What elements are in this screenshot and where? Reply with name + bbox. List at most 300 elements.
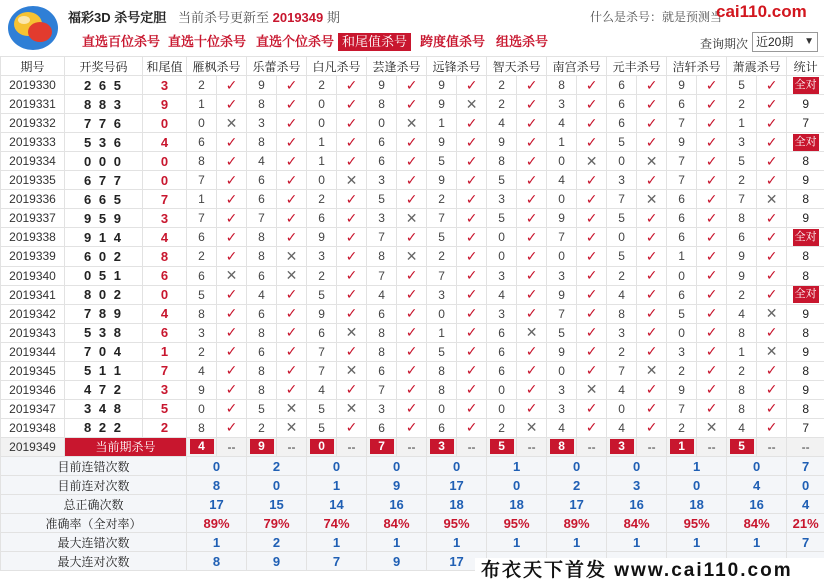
sum-tail-cell: 3 xyxy=(143,209,187,228)
kill-number-cell: 0 xyxy=(427,399,457,418)
check-icon: ✓ xyxy=(277,323,307,342)
cross-icon: ✕ xyxy=(217,266,247,285)
check-icon: ✓ xyxy=(637,76,667,95)
check-icon: ✓ xyxy=(457,304,487,323)
draw-code-cell: 8 8 3 xyxy=(65,95,143,114)
kill-number-cell: 9 xyxy=(427,95,457,114)
check-icon: ✓ xyxy=(337,228,367,247)
check-icon: ✓ xyxy=(457,342,487,361)
kill-number-cell: 8 xyxy=(427,380,457,399)
stat-value: 17 xyxy=(427,552,487,571)
kill-number-cell: 5 xyxy=(427,152,457,171)
kill-number-cell: 9 xyxy=(547,342,577,361)
check-icon: ✓ xyxy=(457,266,487,285)
stat-value: 95% xyxy=(427,514,487,533)
check-icon: ✓ xyxy=(397,171,427,190)
dash-cell: -- xyxy=(577,437,607,456)
current-kill-number: 1 xyxy=(670,439,694,454)
kill-number-cell: 8 xyxy=(247,228,277,247)
stat-value: 4 xyxy=(727,476,787,495)
stat-value: 0 xyxy=(727,456,787,475)
check-icon: ✓ xyxy=(637,399,667,418)
kill-number-cell: 5 xyxy=(247,399,277,418)
tab-units-kill[interactable]: 直选个位杀号 xyxy=(256,34,335,49)
kill-number-cell: 9 xyxy=(487,133,517,152)
kill-number-cell: 8 xyxy=(367,95,397,114)
current-issue-row xyxy=(1,437,824,456)
table-row xyxy=(1,152,824,171)
kill-number-cell: 3 xyxy=(247,114,277,133)
check-icon: ✓ xyxy=(277,304,307,323)
stat-label: 总正确次数 xyxy=(1,495,187,514)
issue-cell: 2019348 xyxy=(1,418,65,437)
check-icon: ✓ xyxy=(337,285,367,304)
check-icon: ✓ xyxy=(757,247,787,266)
kill-number-cell: 3 xyxy=(607,323,637,342)
table-row xyxy=(1,342,824,361)
issue-cell: 2019336 xyxy=(1,190,65,209)
check-icon: ✓ xyxy=(697,399,727,418)
kill-number-cell: 0 xyxy=(547,152,577,171)
check-icon: ✓ xyxy=(697,190,727,209)
check-icon: ✓ xyxy=(397,190,427,209)
tab-tens-kill[interactable]: 直选十位杀号 xyxy=(168,34,247,49)
kill-number-cell: 8 xyxy=(187,418,217,437)
current-kill-number: 9 xyxy=(250,439,274,454)
kill-number-cell: 8 xyxy=(727,380,757,399)
draw-code-cell: 4 7 2 xyxy=(65,380,143,399)
column-header: 萧震杀号 xyxy=(727,57,787,76)
kill-number-cell: 4 xyxy=(727,304,757,323)
all-correct-badge: 全对 xyxy=(793,229,819,246)
kill-number-cell: 0 xyxy=(547,247,577,266)
stat-cell: 7 xyxy=(787,114,824,133)
stat-value: 89% xyxy=(547,514,607,533)
kill-number-cell: 5 xyxy=(487,171,517,190)
kill-number-cell: 4 xyxy=(607,380,637,399)
kill-number-cell: 9 xyxy=(367,76,397,95)
sum-tail-cell: 1 xyxy=(143,342,187,361)
check-icon: ✓ xyxy=(577,228,607,247)
issue-cell: 2019332 xyxy=(1,114,65,133)
check-icon: ✓ xyxy=(757,361,787,380)
issue-cell: 2019335 xyxy=(1,171,65,190)
kill-number-cell: 2 xyxy=(727,171,757,190)
check-icon: ✓ xyxy=(277,285,307,304)
tab-hundreds-kill[interactable]: 直选百位杀号 xyxy=(82,34,161,49)
kill-number-cell: 9 xyxy=(427,76,457,95)
column-header: 智天杀号 xyxy=(487,57,547,76)
stat-value: 79% xyxy=(247,514,307,533)
kill-number-cell: 3 xyxy=(427,285,457,304)
kill-number-cell: 6 xyxy=(247,304,277,323)
column-header: 和尾值 xyxy=(143,57,187,76)
stat-value: 95% xyxy=(487,514,547,533)
cross-icon: ✕ xyxy=(757,304,787,323)
kill-number-cell: 6 xyxy=(667,285,697,304)
sum-tail-cell: 6 xyxy=(143,323,187,342)
check-icon: ✓ xyxy=(577,342,607,361)
cross-icon: ✕ xyxy=(577,152,607,171)
column-header: 远锋杀号 xyxy=(427,57,487,76)
current-kill-cell xyxy=(487,437,517,456)
stat-value: 4 xyxy=(787,495,824,514)
check-icon: ✓ xyxy=(637,285,667,304)
brand-logo-text[interactable]: cai110.com xyxy=(716,2,807,21)
kill-number-cell: 7 xyxy=(547,228,577,247)
cross-icon: ✕ xyxy=(217,114,247,133)
kill-number-cell: 6 xyxy=(667,190,697,209)
kill-number-cell: 6 xyxy=(307,209,337,228)
kill-number-cell: 0 xyxy=(487,380,517,399)
check-icon: ✓ xyxy=(217,209,247,228)
stat-value: 18 xyxy=(667,495,727,514)
kill-number-cell: 8 xyxy=(727,399,757,418)
check-icon: ✓ xyxy=(337,266,367,285)
check-icon: ✓ xyxy=(277,190,307,209)
issue-cell: 2019343 xyxy=(1,323,65,342)
current-kill-number: 0 xyxy=(310,439,334,454)
kill-number-cell: 0 xyxy=(607,152,637,171)
draw-code-cell: 6 6 5 xyxy=(65,190,143,209)
stat-value: 9 xyxy=(247,552,307,571)
kill-number-cell: 5 xyxy=(727,76,757,95)
stat-value: 84% xyxy=(607,514,667,533)
check-icon: ✓ xyxy=(457,228,487,247)
kill-number-cell: 7 xyxy=(607,361,637,380)
table-row xyxy=(1,209,824,228)
check-icon: ✓ xyxy=(397,152,427,171)
check-icon: ✓ xyxy=(637,95,667,114)
stat-cell: 9 xyxy=(787,171,824,190)
kill-number-cell: 6 xyxy=(187,228,217,247)
check-icon: ✓ xyxy=(517,76,547,95)
kill-number-cell: 5 xyxy=(427,228,457,247)
cross-icon: ✕ xyxy=(397,247,427,266)
kill-number-cell: 8 xyxy=(607,304,637,323)
stat-value: 0 xyxy=(667,476,727,495)
draw-code-cell: 7 8 9 xyxy=(65,304,143,323)
check-icon: ✓ xyxy=(697,304,727,323)
kill-number-cell: 8 xyxy=(427,361,457,380)
stat-cell: 8 xyxy=(787,399,824,418)
check-icon: ✓ xyxy=(397,285,427,304)
sum-tail-cell: 0 xyxy=(143,114,187,133)
stat-cell: 8 xyxy=(787,266,824,285)
chevron-down-icon: ▼ xyxy=(804,36,814,47)
dash-cell: -- xyxy=(787,437,824,456)
check-icon: ✓ xyxy=(337,190,367,209)
check-icon: ✓ xyxy=(637,266,667,285)
check-icon: ✓ xyxy=(337,114,367,133)
cross-icon: ✕ xyxy=(277,399,307,418)
kill-number-cell: 7 xyxy=(187,209,217,228)
cross-icon: ✕ xyxy=(637,152,667,171)
stat-value: 1 xyxy=(667,533,727,552)
tab-sum-tail-kill[interactable]: 和尾值杀号 xyxy=(338,33,411,51)
current-kill-cell xyxy=(247,437,277,456)
check-icon: ✓ xyxy=(217,133,247,152)
kill-number-cell: 1 xyxy=(307,152,337,171)
check-icon: ✓ xyxy=(337,133,367,152)
issue-cell: 2019347 xyxy=(1,399,65,418)
check-icon: ✓ xyxy=(337,304,367,323)
cross-icon: ✕ xyxy=(757,342,787,361)
check-icon: ✓ xyxy=(457,152,487,171)
footer-watermark: 布衣天下首发 www.cai110.com xyxy=(475,558,824,583)
cross-icon: ✕ xyxy=(277,266,307,285)
kill-number-cell: 7 xyxy=(367,228,397,247)
period-select[interactable]: 近20期 ▼ xyxy=(752,32,818,52)
kill-number-cell: 6 xyxy=(367,418,397,437)
check-icon: ✓ xyxy=(217,361,247,380)
stat-value: 1 xyxy=(307,476,367,495)
check-icon: ✓ xyxy=(637,114,667,133)
check-icon: ✓ xyxy=(457,190,487,209)
check-icon: ✓ xyxy=(517,361,547,380)
table-row xyxy=(1,228,824,247)
check-icon: ✓ xyxy=(217,152,247,171)
stat-value: 1 xyxy=(727,533,787,552)
check-icon: ✓ xyxy=(577,304,607,323)
kill-number-cell: 8 xyxy=(367,323,397,342)
dash-cell: -- xyxy=(697,437,727,456)
stat-value: 1 xyxy=(487,533,547,552)
check-icon: ✓ xyxy=(217,228,247,247)
sum-tail-cell: 4 xyxy=(143,133,187,152)
sum-tail-cell: 5 xyxy=(143,399,187,418)
check-icon: ✓ xyxy=(697,285,727,304)
stat-label: 目前连对次数 xyxy=(1,476,187,495)
stat-value: 0 xyxy=(427,456,487,475)
period-label: 查询期次 xyxy=(700,37,749,51)
current-kill-cell xyxy=(607,437,637,456)
issue-cell: 2019333 xyxy=(1,133,65,152)
draw-code-cell: 5 3 6 xyxy=(65,133,143,152)
check-icon: ✓ xyxy=(217,323,247,342)
kill-number-cell: 2 xyxy=(427,247,457,266)
kill-number-cell: 6 xyxy=(487,323,517,342)
table-row xyxy=(1,76,824,95)
check-icon: ✓ xyxy=(697,133,727,152)
check-icon: ✓ xyxy=(757,266,787,285)
kill-number-cell: 4 xyxy=(367,285,397,304)
table-row xyxy=(1,247,824,266)
check-icon: ✓ xyxy=(577,266,607,285)
dash-cell: -- xyxy=(397,437,427,456)
check-icon: ✓ xyxy=(217,304,247,323)
kill-number-cell: 6 xyxy=(427,418,457,437)
check-icon: ✓ xyxy=(217,285,247,304)
kill-number-cell: 9 xyxy=(547,209,577,228)
check-icon: ✓ xyxy=(337,247,367,266)
check-icon: ✓ xyxy=(337,418,367,437)
check-icon: ✓ xyxy=(517,285,547,304)
stat-value: 1 xyxy=(487,456,547,475)
kill-number-cell: 4 xyxy=(547,171,577,190)
kill-number-cell: 8 xyxy=(367,342,397,361)
check-icon: ✓ xyxy=(517,133,547,152)
stat-value: 1 xyxy=(427,533,487,552)
stat-value: 84% xyxy=(727,514,787,533)
dash-cell: -- xyxy=(637,437,667,456)
stat-value: 18 xyxy=(487,495,547,514)
check-icon: ✓ xyxy=(517,399,547,418)
check-icon: ✓ xyxy=(577,114,607,133)
table-row xyxy=(1,114,824,133)
kill-number-cell: 6 xyxy=(487,342,517,361)
sum-tail-cell: 6 xyxy=(143,266,187,285)
check-icon: ✓ xyxy=(217,247,247,266)
stat-value: 2 xyxy=(247,533,307,552)
kill-number-cell: 5 xyxy=(427,342,457,361)
stat-value: 2 xyxy=(247,456,307,475)
draw-code-cell: 9 5 9 xyxy=(65,209,143,228)
stat-cell: 9 xyxy=(787,342,824,361)
current-kill-number: 4 xyxy=(190,439,214,454)
kill-number-cell: 3 xyxy=(487,266,517,285)
kill-number-cell: 8 xyxy=(187,152,217,171)
check-icon: ✓ xyxy=(397,323,427,342)
table-row xyxy=(1,399,824,418)
tab-group-kill[interactable]: 组选杀号 xyxy=(496,34,549,49)
check-icon: ✓ xyxy=(217,342,247,361)
tab-span-kill[interactable]: 跨度值杀号 xyxy=(420,34,486,49)
cross-icon: ✕ xyxy=(277,247,307,266)
kill-number-cell: 7 xyxy=(607,190,637,209)
kill-number-cell: 8 xyxy=(247,323,277,342)
stat-row xyxy=(1,514,824,533)
kill-number-cell: 8 xyxy=(727,209,757,228)
check-icon: ✓ xyxy=(457,247,487,266)
issue-cell: 2019349 xyxy=(1,437,65,456)
kill-number-cell: 7 xyxy=(667,152,697,171)
issue-cell: 2019339 xyxy=(1,247,65,266)
check-icon: ✓ xyxy=(277,228,307,247)
check-icon: ✓ xyxy=(277,152,307,171)
table-row xyxy=(1,266,824,285)
kill-number-cell: 4 xyxy=(307,380,337,399)
kill-number-cell: 3 xyxy=(487,190,517,209)
all-correct-badge: 全对 xyxy=(793,286,819,303)
issue-cell: 2019331 xyxy=(1,95,65,114)
sum-tail-cell: 4 xyxy=(143,304,187,323)
all-correct-badge: 全对 xyxy=(793,134,819,151)
check-icon: ✓ xyxy=(697,209,727,228)
check-icon: ✓ xyxy=(337,152,367,171)
draw-code-cell: 8 0 2 xyxy=(65,285,143,304)
kill-number-cell: 9 xyxy=(667,76,697,95)
current-kill-cell xyxy=(307,437,337,456)
check-icon: ✓ xyxy=(397,228,427,247)
kill-number-cell: 8 xyxy=(247,247,277,266)
stat-value: 0 xyxy=(787,476,824,495)
cross-icon: ✕ xyxy=(697,418,727,437)
stat-cell: 8 xyxy=(787,361,824,380)
stat-value: 9 xyxy=(367,552,427,571)
kill-number-cell: 7 xyxy=(247,209,277,228)
kill-number-cell: 8 xyxy=(247,133,277,152)
check-icon: ✓ xyxy=(397,133,427,152)
column-header: 南宫杀号 xyxy=(547,57,607,76)
check-icon: ✓ xyxy=(637,171,667,190)
what-is-kill-link[interactable]: 什么是杀号：就是预测当 xyxy=(590,10,723,24)
check-icon: ✓ xyxy=(757,418,787,437)
check-icon: ✓ xyxy=(397,95,427,114)
dash-cell: -- xyxy=(757,437,787,456)
kill-number-cell: 1 xyxy=(727,114,757,133)
kill-number-cell: 2 xyxy=(487,418,517,437)
current-kill-number: 7 xyxy=(370,439,394,454)
stat-value: 2 xyxy=(547,476,607,495)
check-icon: ✓ xyxy=(277,209,307,228)
check-icon: ✓ xyxy=(757,323,787,342)
stat-value: 7 xyxy=(787,533,824,552)
stat-label: 目前连错次数 xyxy=(1,456,187,475)
kill-number-cell: 4 xyxy=(607,418,637,437)
kill-number-cell: 0 xyxy=(187,399,217,418)
draw-code-cell: 6 0 2 xyxy=(65,247,143,266)
kill-number-cell: 6 xyxy=(667,228,697,247)
kill-number-cell: 4 xyxy=(607,285,637,304)
sum-tail-cell: 0 xyxy=(143,285,187,304)
sum-tail-cell: 3 xyxy=(143,380,187,399)
kill-number-cell: 8 xyxy=(367,247,397,266)
kill-number-cell: 8 xyxy=(247,380,277,399)
cross-icon: ✕ xyxy=(517,418,547,437)
check-icon: ✓ xyxy=(517,304,547,323)
check-icon: ✓ xyxy=(757,114,787,133)
kill-number-cell: 3 xyxy=(547,380,577,399)
kill-number-cell: 2 xyxy=(307,190,337,209)
issue-cell: 2019338 xyxy=(1,228,65,247)
column-header: 白凡杀号 xyxy=(307,57,367,76)
kill-number-cell: 6 xyxy=(727,228,757,247)
check-icon: ✓ xyxy=(517,228,547,247)
stat-value: 7 xyxy=(307,552,367,571)
column-header: 洁轩杀号 xyxy=(667,57,727,76)
check-icon: ✓ xyxy=(457,361,487,380)
check-icon: ✓ xyxy=(577,209,607,228)
check-icon: ✓ xyxy=(577,361,607,380)
issue-cell: 2019340 xyxy=(1,266,65,285)
check-icon: ✓ xyxy=(277,342,307,361)
draw-code-cell: 8 2 2 xyxy=(65,418,143,437)
stat-value: 1 xyxy=(187,533,247,552)
stat-value: 84% xyxy=(367,514,427,533)
check-icon: ✓ xyxy=(457,323,487,342)
kill-number-cell: 3 xyxy=(547,95,577,114)
check-icon: ✓ xyxy=(517,95,547,114)
kill-number-cell: 3 xyxy=(367,399,397,418)
sum-tail-cell: 7 xyxy=(143,190,187,209)
table-row xyxy=(1,285,824,304)
kill-table xyxy=(0,56,824,571)
all-correct-badge: 全对 xyxy=(793,77,819,94)
kill-number-cell: 2 xyxy=(727,285,757,304)
stat-row xyxy=(1,533,824,552)
current-kill-number: 3 xyxy=(430,439,454,454)
stat-value: 18 xyxy=(427,495,487,514)
kill-number-cell: 1 xyxy=(427,323,457,342)
check-icon: ✓ xyxy=(577,76,607,95)
stat-value: 8 xyxy=(187,476,247,495)
kill-number-cell: 9 xyxy=(247,76,277,95)
stat-cell xyxy=(787,285,824,304)
cross-icon: ✕ xyxy=(337,171,367,190)
stat-value: 16 xyxy=(367,495,427,514)
check-icon: ✓ xyxy=(337,209,367,228)
